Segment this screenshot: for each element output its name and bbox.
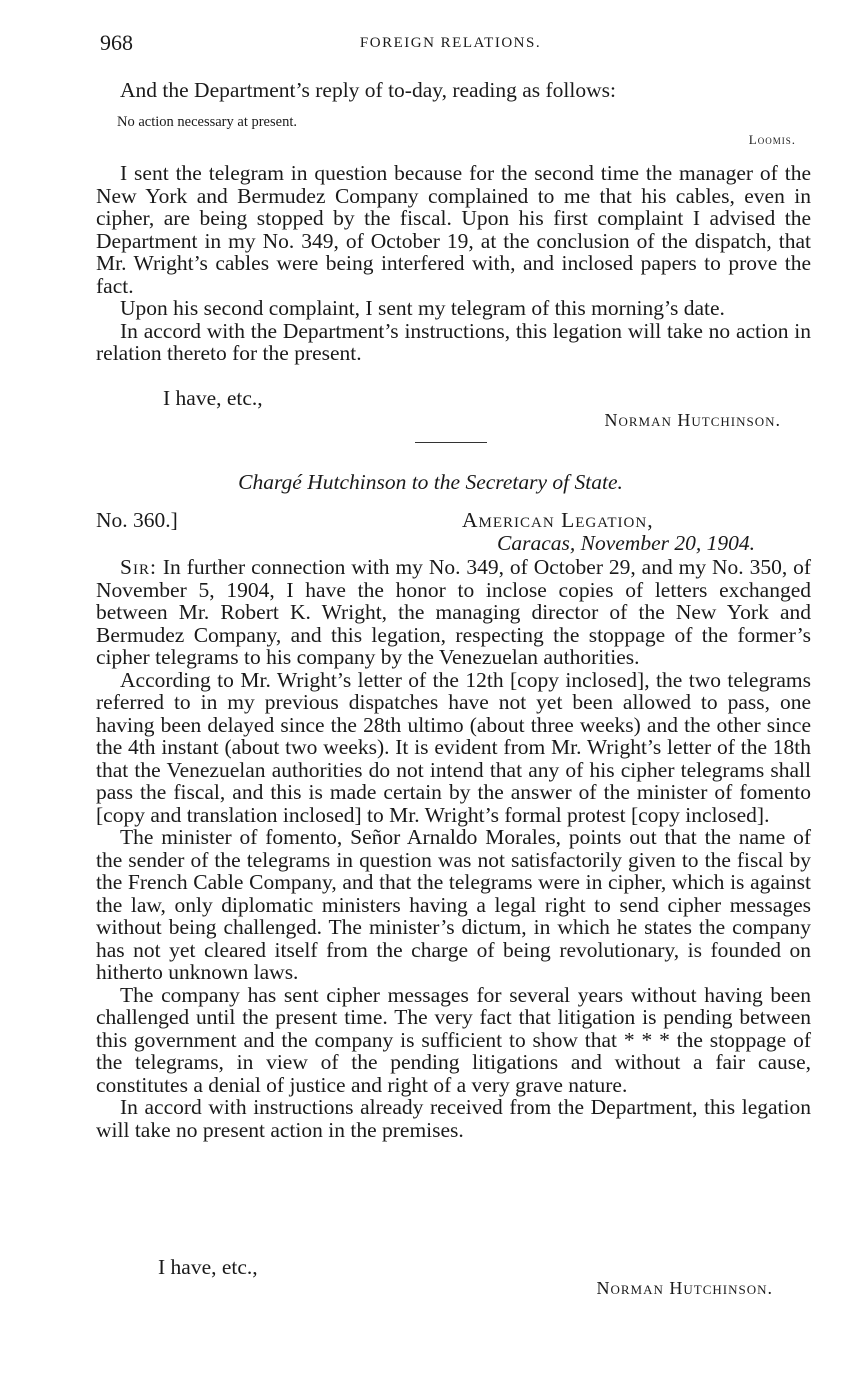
second-letter-body	[96, 556, 811, 1141]
intro-lead: And the Department’s reply of to-day, reading as follows:	[120, 78, 616, 102]
second-letter-closing: I have, etc.,	[158, 1255, 258, 1279]
first-letter-signature: Norman Hutchinson.	[604, 410, 781, 430]
legation-place: American Legation,	[462, 508, 654, 532]
paragraph: The company has sent cipher messages for several years without having been challenged until the present time. The very fact that litigation is pending between this government and the company is sufficient to show that * * * the stoppage of the telegrams, in view of the pending litigations and without a fair cause, constitutes a denial of justice and right of a very grave nature.	[96, 982, 811, 1097]
second-letter-signature: Norman Hutchinson.	[596, 1278, 773, 1298]
paragraph: According to Mr. Wright’s letter of the 12th [copy inclosed], the two telegrams referred to in my previous dispatches have not yet been allowed to pass, one having been delayed since the 28th ultimo (about three weeks) and the other since the 4th instant (about two weeks). It is evident from Mr. Wright’s letter of the 18th that the Venezuelan authorities do not intend that any of his cipher telegrams shall pass the fiscal, and this is made certain by the answer of the minister of fomento [copy and translation inclosed] to Mr. Wright’s formal protest [copy inclosed].	[96, 667, 811, 827]
letter-heading: Chargé Hutchinson to the Secretary of State.	[238, 470, 623, 494]
page-number: 968	[100, 30, 133, 55]
dispatch-number: No. 360.]	[96, 508, 178, 532]
quote-signature: Loomis.	[748, 132, 796, 147]
paragraph: In accord with the Department’s instructions, this legation will take no action in relation thereto for the present.	[96, 318, 811, 365]
paragraph: I sent the telegram in question because for the second time the manager of the New York and Bermudez Company complained to me that his cables, even in cipher, are being stopped by the fiscal. Upon his first complaint I advised the Department in my No. 349, of October 19, at the conclusion of the dispatch, that Mr. Wright’s cables were being interfered with, and inclosed papers to prove the fact.	[96, 161, 811, 298]
paragraph	[96, 556, 811, 669]
running-head: FOREIGN RELATIONS.	[359, 35, 542, 51]
first-letter-closing: I have, etc.,	[163, 386, 263, 410]
department-reply-quote: No action necessary at present.	[117, 114, 297, 130]
page-header	[100, 30, 801, 60]
paragraph: In accord with instructions already received from the Department, this legation will take no present action in the premises.	[96, 1095, 811, 1142]
section-divider	[415, 442, 487, 443]
first-letter-body	[96, 162, 811, 365]
salutation: Sir:	[120, 555, 157, 579]
dateline: Caracas, November 20, 1904.	[497, 531, 755, 555]
paragraph: Upon his second complaint, I sent my telegram of this morning’s date.	[120, 296, 725, 320]
paragraph: The minister of fomento, Señor Arnaldo Morales, points out that the name of the sender of the telegrams in question was not satisfactorily given to the fiscal by the French Cable Company, and that the telegrams were in cipher, which is against the law, only diplomatic ministers having a legal right to send cipher messages without being challenged. The minister’s dictum, in which he states the company has not yet cleared itself from the charge of being revolutionary, is founded on hitherto unknown laws.	[96, 825, 811, 984]
paragraph-text: In further connection with my No. 349, of October 29, and my No. 350, of November 5, 1904, I have the honor to inclose copies of letters exchanged between Mr. Robert K. Wright, the managing director of the New York and Bermudez Company, and this legation, respecting the stoppage of the former’s cipher telegrams to his company by the Venezuelan authorities.	[96, 555, 812, 669]
